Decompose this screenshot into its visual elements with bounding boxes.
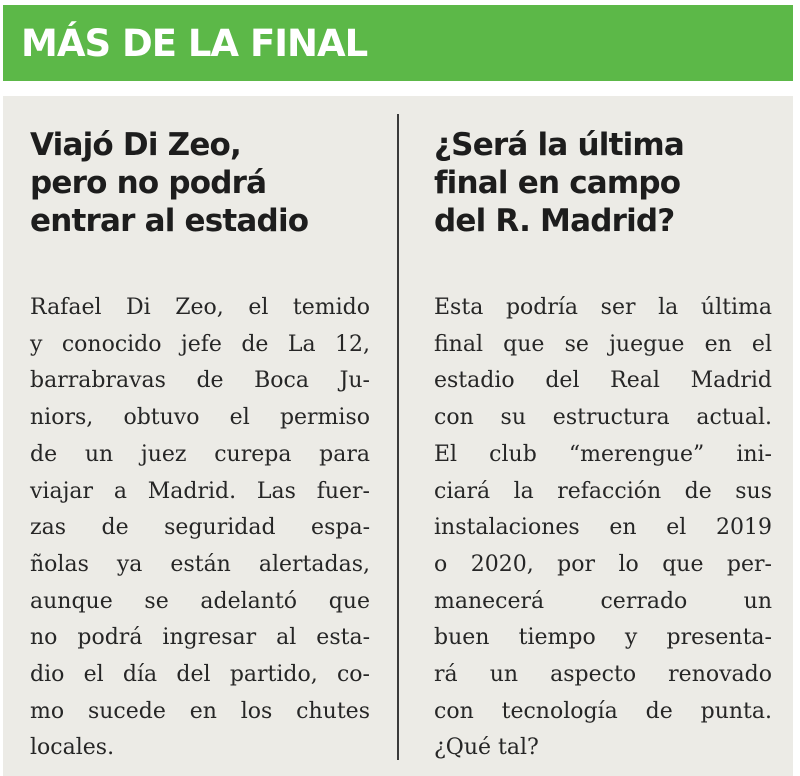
body-line: rá un aspecto renovado xyxy=(434,662,772,688)
body-line: instalaciones en el 2019 xyxy=(434,515,772,541)
right-article xyxy=(434,126,772,761)
headline-line: ¿Será la última xyxy=(434,127,685,163)
body-line: de un juez curepa para xyxy=(30,441,370,467)
headline-line: del R. Madrid? xyxy=(434,203,675,239)
body-line: dio el día del partido, co- xyxy=(30,662,370,688)
body-line: niors, obtuvo el permiso xyxy=(30,405,370,431)
body-line: con tecnología de punta. xyxy=(434,698,772,724)
left-article xyxy=(30,126,370,761)
column-divider xyxy=(397,114,399,760)
right-body-text xyxy=(434,290,772,767)
body-line: o 2020, por lo que per- xyxy=(434,551,772,577)
left-headline xyxy=(30,126,370,240)
body-line: viajar a Madrid. Las fuer- xyxy=(30,478,370,504)
body-line: no podrá ingresar al esta- xyxy=(30,625,370,651)
headline-line: final en campo xyxy=(434,165,681,201)
body-line: barrabravas de Boca Ju- xyxy=(30,368,370,394)
body-line: con su estructura actual. xyxy=(434,405,772,431)
body-line: ciará la refacción de sus xyxy=(434,478,772,504)
right-headline xyxy=(434,126,772,240)
body-line: mo sucede en los chutes xyxy=(30,698,370,724)
body-line: Rafael Di Zeo, el temido xyxy=(30,295,370,320)
left-body-text xyxy=(30,290,370,767)
headline-line: Viajó Di Zeo, xyxy=(30,127,242,163)
body-line: zas de seguridad espa- xyxy=(30,515,370,541)
headline-line: pero no podrá xyxy=(30,165,267,201)
body-line: Esta podría ser la última xyxy=(434,295,772,320)
section-title: MÁS DE LA FINAL xyxy=(21,22,368,65)
body-line: manecerá cerrado un xyxy=(434,588,772,614)
body-line: estadio del Real Madrid xyxy=(434,368,772,394)
body-line: buen tiempo y presenta- xyxy=(434,625,772,651)
body-line: final que se juegue en el xyxy=(434,331,772,357)
headline-line: entrar al estadio xyxy=(30,203,309,239)
body-line: y conocido jefe de La 12, xyxy=(30,331,370,357)
body-line: ¿Qué tal? xyxy=(434,735,539,761)
body-line: aunque se adelantó que xyxy=(30,588,370,614)
section-banner xyxy=(3,5,793,81)
body-line: ñolas ya están alertadas, xyxy=(30,551,370,577)
body-line: El club “merengue” ini- xyxy=(434,441,772,467)
body-line: locales. xyxy=(30,735,115,761)
